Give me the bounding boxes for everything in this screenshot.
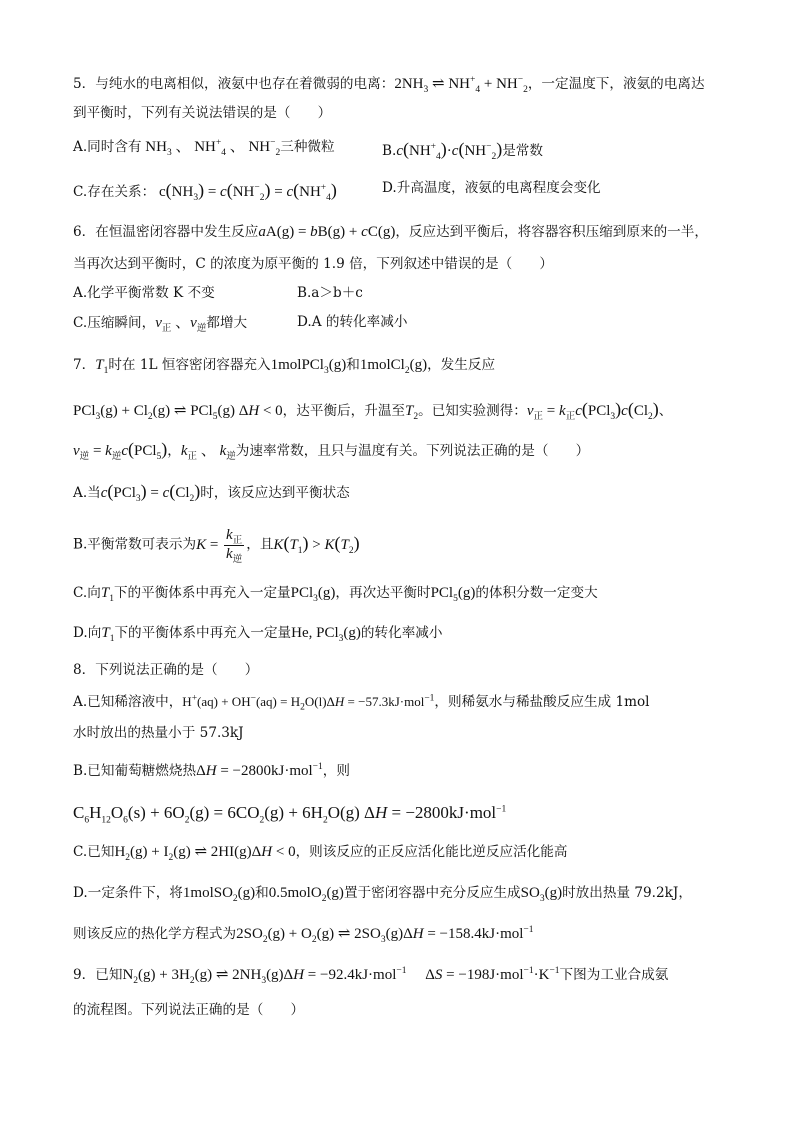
q5-ionization-equation: $2NH_3$ ⇌ $NH^+_4 + NH^-_2$ — [394, 75, 528, 95]
q9-line2: 的流程图。下列说法正确的是（ ） — [73, 1002, 305, 1018]
q5-option-a: A.同时含有 $NH_3$ 、 $NH^+_4$ 、 $NH^-_2$三种微粒 — [73, 138, 335, 158]
q7-option-d: D.向$T_1$下的平衡体系中再充入一定量He, PCl$_3$(g)的转化率减小 — [73, 625, 443, 644]
q7-option-a: A.当$c(PCl_3) = c(Cl_2)$时，该反应达到平衡状态 — [73, 481, 350, 504]
q6-line1: 6．在恒温密闭容器中发生反应aA(g) = bB(g) + cC(g)，反应达到平衡后，将容器容积压缩到原来的一半， — [73, 224, 708, 240]
q8-option-d-line2: 则该反应的热化学方程式为$2SO_2(g) + O_2(g)$ ⇌ $2SO_3(g)\Delta H = -158.4kJ\cdot mol^{-1}$ — [73, 925, 534, 945]
q7-option-c: C.向$T_1$下的平衡体系中再充入一定量PCl$_3$(g)，再次达平衡时PCl$_5$(g)的体积分数一定变大 — [73, 585, 598, 604]
q5-stem-text-cont: ，一定温度下，液氨的电离达 — [527, 76, 705, 92]
q5-option-c: C.存在关系： $c(NH_3) = c(NH^-_2) = c(NH^+_4)$ — [73, 180, 337, 203]
q5-line1 — [73, 75, 705, 95]
q6-line2: 当再次达到平衡时，C 的浓度为原平衡的 1.9 倍，下列叙述中错误的是（ ） — [73, 256, 553, 272]
q7-line2: $PCl_3(g) + Cl_2(g)$ ⇌ PCl$_5$(g) ΔH < 0，达平衡后，升温至$T_2$。已知实验测得：$v_正 = k_正c(PCl_3)c(Cl_2)$、 — [73, 399, 673, 422]
q8-option-a: A.已知稀溶液中，$H^+(aq) + OH^-(aq) = H_2O(l)\Delta H = -57.3kJ\cdot mol^{-1}$，则稀氨水与稀盐酸反应生成 1mol — [73, 693, 650, 713]
q8-stem: 8．下列说法正确的是（ ） — [73, 662, 259, 678]
q6-option-d: D.A 的转化率减小 — [297, 314, 408, 330]
q9-line1: 9．已知$N_2(g) + 3H_2(g)$ ⇌ $2NH_3(g)\Delta H = -92.4kJ\cdot mol^{-1}$ $\Delta S = -198J\cdot mol^{-1}\cdot K^{-1}$下图为工业合成氨 — [73, 966, 669, 986]
q6-option-a: A.化学平衡常数 K 不变 — [73, 285, 215, 301]
q8-option-a-line2: 水时放出的热量小于 57.3kJ — [73, 725, 244, 741]
q5-option-d: D.升高温度，液氨的电离程度会变化 — [382, 180, 601, 196]
q6-option-b: B.a＞b＋c — [297, 285, 363, 301]
q7-line3: $v_逆 = k_逆c(PCl_5)$，$k_正$ 、 $k_逆$为速率常数，且只与温度有关。下列说法正确的是（ ） — [73, 439, 590, 462]
q8-option-b: B.已知葡萄糖燃烧热ΔH = −2800kJ·mol$^{-1}$，则 — [73, 762, 350, 779]
q6-option-c: C.压缩瞬间，$v_正$ 、$v_逆$都增大 — [73, 315, 248, 334]
q8-option-c: C.已知$H_2(g) + I_2(g)$ ⇌ 2HI(g)ΔH < 0，则该反应的正反应活化能比逆反应活化能高 — [73, 844, 568, 863]
q5-stem-text: 5．与纯水的电离相似，液氨中也存在着微弱的电离： — [73, 76, 395, 92]
q5-line2: 到平衡时，下列有关说法错误的是（ ） — [73, 105, 332, 121]
q8-option-d: D.一定条件下，将1molSO$_2$(g)和0.5molO$_2$(g)置于密闭容器中充分反应生成$SO_3(g)$时放出热量 79.2kJ， — [73, 885, 692, 904]
q8-option-b-equation: $C_6H_{12}O_6(s) + 6O_2(g) = 6CO_2(g) + 6H_2O(g) \Delta H = -2800kJ\cdot mol^{-1}$ — [73, 803, 507, 826]
q7-option-b: B.平衡常数可表示为K = $\frac{k_正}{k_逆}$ ，且$K(T_1) > K(T_2)$ — [73, 527, 360, 565]
q7-line1: 7．$T_1$时在 1L 恒容密闭容器充入1molPCl$_3$(g)和1molCl$_2$(g)，发生反应 — [73, 357, 496, 376]
q5-option-b: $B.c(NH^+_4)\cdot c(NH^-_2)$是常数 — [382, 139, 543, 162]
